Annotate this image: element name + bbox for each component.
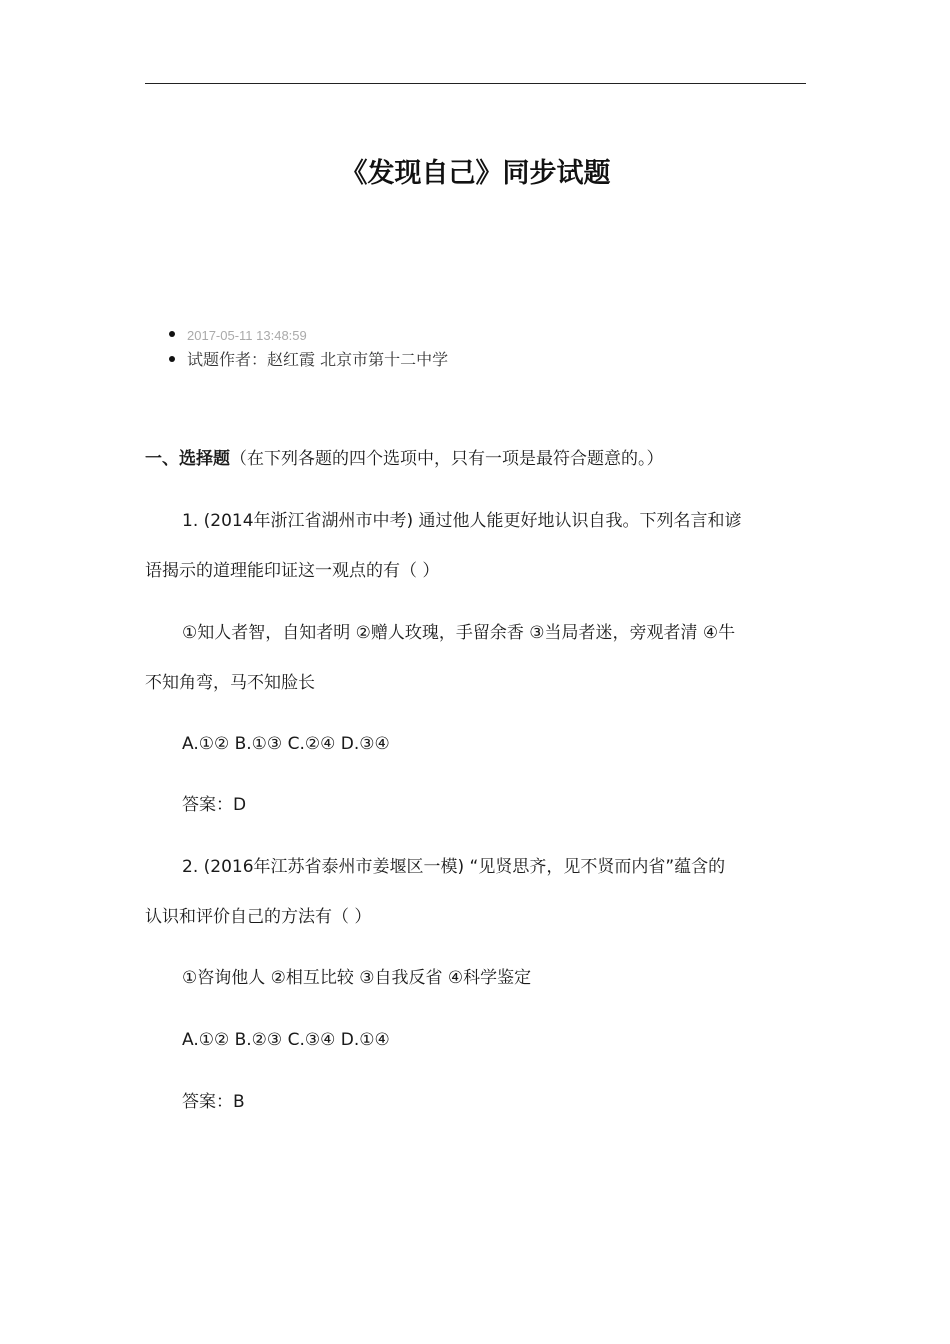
question-1-stem-line2: 语揭示的道理能印证这一观点的有（ ） <box>145 561 440 581</box>
question-1-items-line2: 不知角弯，马不知脸长 <box>145 673 315 693</box>
question-1-options: A.①② B.①③ C.②④ D.③④ <box>182 734 390 754</box>
question-2-stem-line2: 认识和评价自己的方法有（ ） <box>145 907 372 927</box>
question-2-items-line1: ①咨询他人 ②相互比较 ③自我反省 ④科学鉴定 <box>182 968 532 988</box>
author-line: 试题作者：赵红霞 北京市第十二中学 <box>187 350 449 369</box>
meta-item-author <box>165 347 448 372</box>
document-page <box>145 0 806 1344</box>
bullet-icon <box>169 356 175 362</box>
question-2-answer: 答案：B <box>182 1092 245 1112</box>
section-note: （在下列各题的四个选项中，只有一项是最符合题意的。） <box>230 449 664 469</box>
question-1-answer: 答案：D <box>182 795 247 815</box>
meta-item-date <box>165 322 448 347</box>
document-title: 《发现自己》同步试题 <box>340 158 611 189</box>
top-divider <box>145 83 806 84</box>
question-2-stem-line1: 2. (2016年江苏省泰州市姜堰区一模) “见贤思齐，见不贤而内省”蕴含的 <box>182 857 726 877</box>
section-heading <box>145 444 806 474</box>
meta-list <box>165 322 448 372</box>
question-2-options: A.①② B.②③ C.③④ D.①④ <box>182 1030 390 1050</box>
publish-date: 2017-05-11 13:48:59 <box>187 328 307 343</box>
question-1-stem-line1: 1. (2014年浙江省湖州市中考) 通过他人能更好地认识自我。下列名言和谚 <box>182 511 742 531</box>
question-1-items-line1: ①知人者智，自知者明 ②赠人玫瑰，手留余香 ③当局者迷，旁观者清 ④牛 <box>182 623 736 643</box>
bullet-icon <box>169 331 175 337</box>
section-title: 一、选择题 <box>145 449 230 469</box>
